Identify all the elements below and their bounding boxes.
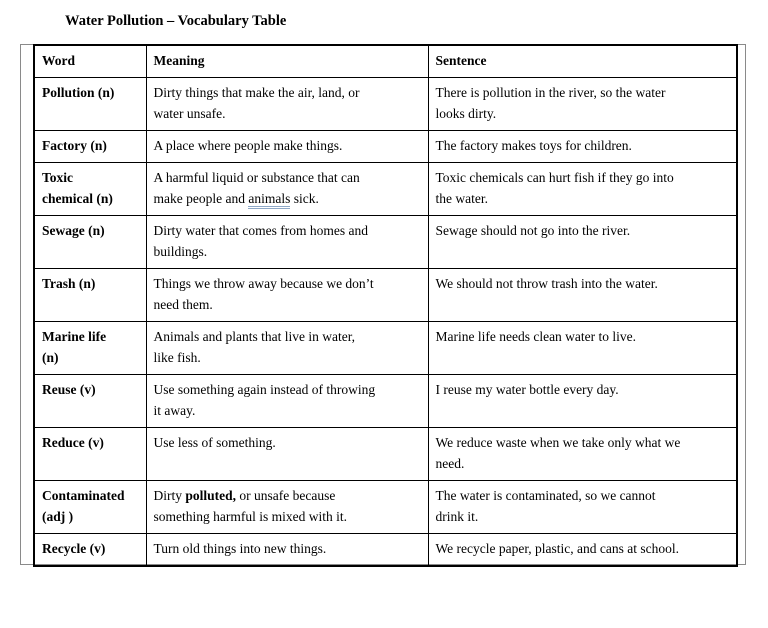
cell-meaning (146, 163, 428, 216)
text-line: the water. (435, 191, 488, 206)
text-line: Toxic (42, 170, 74, 185)
cell-meaning (146, 269, 428, 322)
column-header-meaning: Meaning (146, 45, 428, 78)
cell-word (34, 163, 146, 216)
text-line: We should not throw trash into the water. (435, 276, 658, 291)
text-line: Marine life (42, 329, 107, 344)
cell-word (34, 269, 146, 322)
cell-sentence (428, 78, 737, 131)
text-line: need. (435, 456, 465, 471)
text-line: Sewage should not go into the river. (435, 223, 631, 238)
cell-meaning (146, 428, 428, 481)
text-line: water unsafe. (153, 106, 226, 121)
cell-sentence (428, 131, 737, 163)
text-line: (adj ) (42, 509, 74, 524)
text-line: Pollution (n) (42, 85, 115, 100)
grammar-underlined-word: animals (248, 191, 290, 209)
cell-word (34, 216, 146, 269)
cell-sentence (428, 375, 737, 428)
text-line: The factory makes toys for children. (435, 138, 632, 153)
text-line: something harmful is mixed with it. (153, 509, 347, 524)
text-segment: sick. (290, 191, 319, 206)
text-line: Contaminated (42, 488, 125, 503)
text-line: Use something again instead of throwing (153, 382, 376, 397)
table-row-factory (34, 131, 737, 163)
text-line: A place where people make things. (153, 138, 343, 153)
text-line: (n) (42, 350, 59, 365)
header-row (34, 45, 737, 78)
text-line: Marine life needs clean water to live. (435, 329, 637, 344)
cell-word (34, 78, 146, 131)
cell-meaning (146, 534, 428, 567)
text-line: Turn old things into new things. (153, 541, 327, 556)
cell-sentence (428, 534, 737, 567)
cell-meaning (146, 481, 428, 534)
text-line: Animals and plants that live in water, (153, 329, 356, 344)
cell-sentence (428, 216, 737, 269)
table-row-marine-life (34, 322, 737, 375)
text-line: Things we throw away because we don’t (153, 276, 374, 291)
cell-word (34, 534, 146, 567)
text-line: The water is contaminated, so we cannot (435, 488, 656, 503)
text-segment: or unsafe because (236, 488, 336, 503)
text-line: drink it. (435, 509, 479, 524)
text-segment: make people and (153, 191, 249, 206)
cell-word (34, 481, 146, 534)
text-line: A harmful liquid or substance that can (153, 170, 360, 185)
text-line: Sewage (n) (42, 223, 105, 238)
table-row-toxic-chemical (34, 163, 737, 216)
text-line: looks dirty. (435, 106, 497, 121)
vocabulary-table (33, 44, 738, 567)
table-row-contaminated (34, 481, 737, 534)
cell-sentence (428, 163, 737, 216)
text-line: Use less of something. (153, 435, 276, 450)
cell-meaning (146, 216, 428, 269)
text-line: Toxic chemicals can hurt fish if they go into (435, 170, 674, 185)
text-line: need them. (153, 297, 213, 312)
cell-meaning (146, 322, 428, 375)
text-line: Dirty water that comes from homes and (153, 223, 368, 238)
cell-word (34, 428, 146, 481)
table-row-reduce (34, 428, 737, 481)
table-row-trash (34, 269, 737, 322)
column-header-sentence: Sentence (428, 45, 737, 78)
bold-word: polluted, (185, 488, 237, 503)
text-line: chemical (n) (42, 191, 113, 206)
cell-word (34, 131, 146, 163)
text-line: like fish. (153, 350, 201, 365)
text-line: There is pollution in the river, so the water (435, 85, 666, 100)
text-line: Recycle (v) (42, 541, 106, 556)
page-title: Water Pollution – Vocabulary Table (65, 13, 287, 29)
text-line: Reduce (v) (42, 435, 104, 450)
table-row-pollution (34, 78, 737, 131)
text-line (154, 485, 421, 506)
text-line: We recycle paper, plastic, and cans at school. (435, 541, 680, 556)
column-header-word: Word (34, 45, 146, 78)
cell-word (34, 322, 146, 375)
text-line: Factory (n) (42, 138, 107, 153)
table-row-recycle (34, 534, 737, 567)
cell-sentence (428, 269, 737, 322)
table-row-reuse (34, 375, 737, 428)
cell-meaning (146, 78, 428, 131)
cell-meaning (146, 131, 428, 163)
text-line: Dirty things that make the air, land, or (153, 85, 360, 100)
cell-sentence (428, 428, 737, 481)
text-segment: Dirty (153, 488, 186, 503)
text-line: Reuse (v) (42, 382, 96, 397)
text-line: buildings. (153, 244, 208, 259)
text-line: it away. (153, 403, 196, 418)
cell-meaning (146, 375, 428, 428)
table-row-sewage (34, 216, 737, 269)
cell-sentence (428, 322, 737, 375)
cell-sentence (428, 481, 737, 534)
text-line: We reduce waste when we take only what we (435, 435, 681, 450)
text-line: Trash (n) (42, 276, 96, 291)
cell-word (34, 375, 146, 428)
text-line (154, 188, 421, 209)
text-line: I reuse my water bottle every day. (435, 382, 619, 397)
